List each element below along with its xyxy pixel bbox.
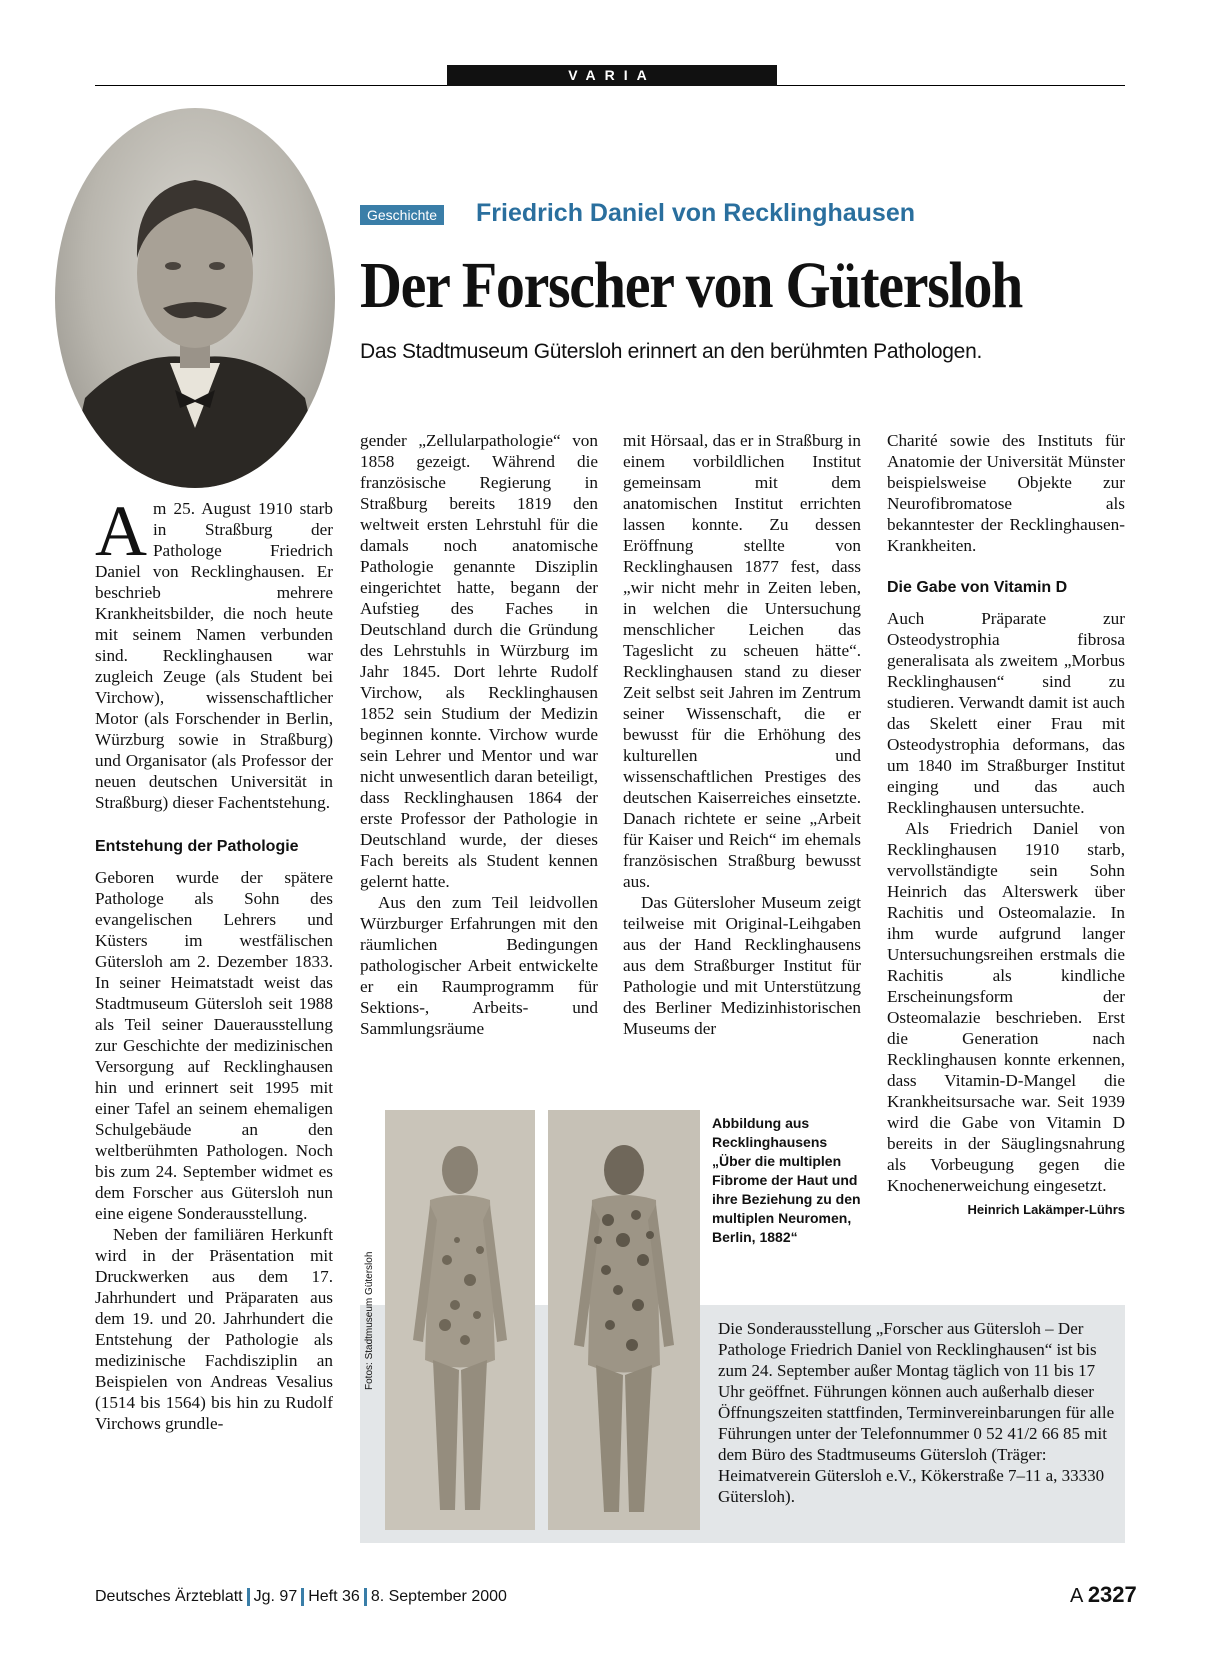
article-author: Heinrich Lakämper-Lührs xyxy=(967,1202,1125,1217)
footer-separator xyxy=(247,1588,250,1606)
col1-paragraph-1: m 25. August 1910 starb in Straßburg der Pathologe Friedrich Daniel von Recklinghausen. Er beschrieb mehrere Krankheitsbilder, die noch heute mit seinem Namen verbunden sind. Recklinghausen war zugleich Zeuge (als Student bei Virchow), wissenschaftlicher Motor (als Forschender in Berlin, Würzburg sowie in Straßburg) und Organisator (als Professor der neuen deutschen Universität in Straßburg) dieser Fachentstehung. xyxy=(95,499,333,812)
figure-caption: Abbildung aus Recklinghausens „Über die multiplen Fibrome der Haut und ihre Beziehung zu den multiplen Neuromen, Berlin, 1882“ xyxy=(712,1115,861,1245)
footer-separator xyxy=(301,1588,304,1606)
col1-paragraph-3: Neben der familiären Herkunft wird in der Präsentation mit Druckwerken aus dem 17. Jahrhundert und Präparaten aus dem 19. und 20. Jahrhundert die Entstehung der Pathologie als medizinische Fachdisziplin an Beispielen von Andreas Vesalius (1514 bis 1564) bis hin zu Rudolf Virchows grundle- xyxy=(95,1225,333,1433)
figure-back-view xyxy=(548,1110,700,1530)
subheading-entstehung: Entstehung der Pathologie xyxy=(95,838,299,855)
journal-issue: Heft 36 xyxy=(308,1588,360,1606)
journal-name: Deutsches Ärzteblatt xyxy=(95,1588,243,1606)
info-box-text: Die Sonderausstellung „Forscher aus Gütersloh – Der Pathologe Friedrich Daniel von Recklinghausen“ ist bis zum 24. September außer Montag täglich von 11 bis 17 Uhr geöffnet. Führungen können auch außerhalb dieser Öffnungszeiten stattfinden, Terminvereinbarungen für alle Führungen unter der Telefonnummer 0 52 41/2 66 85 mit dem Büro des Stadtmuseums Gütersloh (Träger: Heimatverein Gütersloh e.V., Kökerstraße 7–11 a, 33330 Gütersloh). xyxy=(718,1319,1115,1506)
col2-paragraph-1: gender „Zellularpathologie“ von 1858 gezeigt. Während die französische Regierung in Straßburg bereits 1819 den weltweit ersten Lehrstuhl für die damals noch anatomische Pathologie genannte Disziplin eingerichtet hatte, begann der Aufstieg des Faches in Deutschland durch die Gründung des Lehrstuhls in Würzburg im Jahr 1845. Dort lehrte Rudolf Virchow, als Recklinghausen 1852 sein Studium der Medizin beginnen konnte. Virchow wurde sein Lehrer und Mentor und war nicht unwesentlich daran beteiligt, dass Recklinghausen 1864 der erste Professor der Pathologie in Deutschland wurde, der dieses Fach bereits als Student kennen gelernt hatte. xyxy=(360,431,598,891)
col4-paragraph-3: Als Friedrich Daniel von Recklinghausen 1910 starb, vervollständigte sein Sohn Heinrich das Alterswerk über Rachitis und Osteomalazie. In ihm wurde aufgrund langer Untersuchungsreihen erstmals die Rachitis als kindliche Erscheinungsform der Osteomalazie beschrieben. Erst die Generation nach Recklinghausen konnte erkennen, dass Vitamin-D-Mangel die Krankheitsursache war. Seit 1939 wird die Gabe von Vitamin D bereits in der Säuglingsnahrung als Vorbeugung gegen die Knochenerweichung eingesetzt. xyxy=(887,819,1125,1195)
article-subtitle: Das Stadtmuseum Gütersloh erinnert an den berühmten Pathologen. xyxy=(360,340,982,363)
section-label: VARIA xyxy=(447,65,777,86)
column-1 xyxy=(95,491,333,1434)
footer-separator xyxy=(364,1588,367,1606)
page-number xyxy=(1070,1582,1137,1608)
col2-paragraph-2: Aus den zum Teil leidvollen Würzburger Erfahrungen mit den räumlichen Bedingungen pathologischer Arbeit entwickelte er ein Raumprogramm für Sektions-, Arbeits- und Sammlungsräume xyxy=(360,893,598,1038)
col3-paragraph-2: Das Gütersloher Museum zeigt teilweise mit Original-Leihgaben aus der Hand Recklinghausens aus dem Straßburger Institut für Pathologie und mit Unterstützung des Berliner Medizinhistorischen Museums der xyxy=(623,893,861,1038)
col4-paragraph-1: Charité sowie des Instituts für Anatomie der Universität Münster beispielsweise Objekte zur Neurofibromatose als bekanntester der Recklinghausen-Krankheiten. xyxy=(887,431,1125,555)
page-number-value: 2327 xyxy=(1087,1582,1137,1607)
page-footer xyxy=(95,1588,507,1606)
drop-cap: A xyxy=(95,491,147,571)
subheading-vitamin-d: Die Gabe von Vitamin D xyxy=(887,579,1068,596)
category-tag: Geschichte xyxy=(360,205,444,225)
page-prefix: A xyxy=(1070,1585,1083,1607)
journal-volume: Jg. 97 xyxy=(253,1588,298,1606)
portrait-photo xyxy=(55,108,335,488)
col4-paragraph-2: Auch Präparate zur Osteodystrophia fibrosa generalisata als zweitem „Morbus Recklinghausen“ sind zu studieren. Verwandt damit ist auch das Skelett einer Frau mit Osteodystrophia deformans, das um 1840 im Straßburger Institut einging und das auch Recklinghausen untersuchte. xyxy=(887,609,1125,817)
column-3 xyxy=(623,430,861,1039)
col3-paragraph-1: mit Hörsaal, das er in Straßburg in einem vorbildlichen Institut gemeinsam mit dem anatomischen Institut errichten lassen konnte. Zu dessen Eröffnung stellte von Recklinghausen 1877 fest, dass „wir nicht mehr in Zeiten leben, in welchen die Untersuchung menschlicher Leichen das Tageslicht zu scheuen hätte“. Recklinghausen stand zu dieser Zeit selbst seit Jahren im Zentrum seiner Wissenschaft, die er bewusst für die Erhöhung des kulturellen und wissenschaftlichen Prestiges des deutschen Kaiserreiches einsetzte. Danach richtete er seine „Arbeit für Kaiser und Reich“ im ehemals französischen Straßburg bewusst aus. xyxy=(623,431,861,891)
col1-paragraph-2: Geboren wurde der spätere Pathologe als Sohn des evangelischen Lehrers und Küsters im westfälischen Gütersloh am 2. Dezember 1833. In seiner Heimatstadt weist das Stadtmuseum Gütersloh seit 1988 als Teil seiner Dauerausstellung zur Geschichte der medizinischen Versorgung auf Recklinghausen hin und erinnert seit 1995 mit einer Tafel an seinem ehemaligen Schulgebäude an den weltberühmten Pathologen. Noch bis zum 24. September widmet es dem Forscher aus Gütersloh nun eine eigene Sonderausstellung. xyxy=(95,868,333,1223)
figure-front-view xyxy=(385,1110,535,1530)
column-4 xyxy=(887,430,1125,1220)
photo-credit: Fotos: Stadtmuseum Gütersloh xyxy=(364,1251,375,1390)
article-title: Der Forscher von Gütersloh xyxy=(360,249,1023,322)
column-2 xyxy=(360,430,598,1039)
article-kicker: Friedrich Daniel von Recklinghausen xyxy=(476,199,916,227)
issue-date: 8. September 2000 xyxy=(370,1588,507,1606)
